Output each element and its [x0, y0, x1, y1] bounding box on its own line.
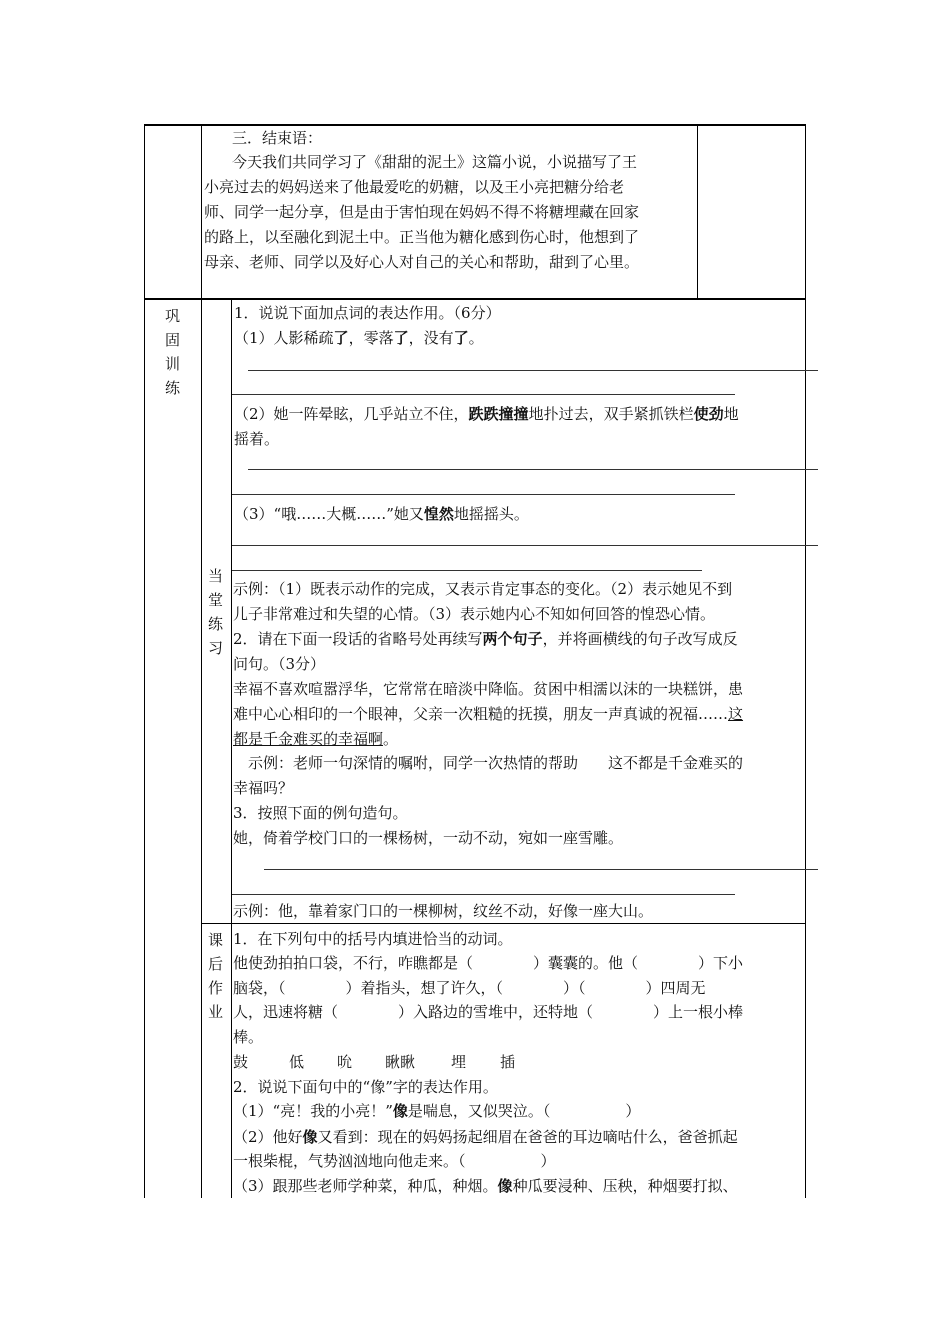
word-bank-item: 插 — [500, 1053, 516, 1071]
label-char: 训 — [165, 355, 181, 373]
passage-line-2 — [233, 704, 743, 724]
label-char: 习 — [208, 639, 224, 657]
dotted-word: 了 — [333, 329, 349, 347]
question-1-1 — [234, 328, 484, 348]
text: （2）她一阵晕眩，几乎站立不住， — [234, 405, 469, 423]
closing-line-2: 小亮过去的妈妈送来了他最爱吃的奶糖，以及王小亮把糖分给老 — [204, 178, 625, 196]
text: （1）“亮！我的小亮！” — [233, 1102, 393, 1120]
closing-heading: 三．结束语： — [232, 129, 323, 147]
word-bank-item: 埋 — [451, 1053, 467, 1071]
text: 。 — [468, 329, 484, 347]
text: 。 — [383, 730, 399, 748]
answer-line[interactable] — [232, 494, 735, 495]
homework-question-2: 2．说说下面句中的“像”字的表达作用。 — [233, 1078, 498, 1096]
bold-word: 像 — [497, 1177, 513, 1195]
label-char: 固 — [165, 331, 181, 349]
answer-3: 示例：他，靠着家门口的一棵柳树，纹丝不动，好像一座大山。 — [233, 902, 654, 920]
text: 是喘息，又似哭泣。（ ） — [407, 1102, 641, 1120]
bold-word: 像 — [392, 1102, 408, 1120]
word-bank-item: 瞅瞅 — [385, 1053, 416, 1071]
bold-phrase: 两个句子 — [482, 630, 543, 648]
answer-1-line-2: 儿子非常难过和失望的心情。（3）表示她内心不知如何回答的惶恐心情。 — [233, 605, 716, 623]
underlined-text: 这 — [728, 705, 744, 723]
answer-2-line-1: 示例：老师一句深情的嘱咐，同学一次热情的帮助 这不都是千金难买的 — [248, 754, 744, 772]
homework-passage-2: 脑袋，（ ）着指头，想了许久，（ ）（ ）四周无 — [233, 979, 706, 997]
col-border-left — [144, 124, 145, 1198]
underlined-text: 都是千金难买的幸福啊 — [233, 730, 384, 748]
label-char: 作 — [208, 979, 224, 997]
homework-sentence-1 — [233, 1101, 640, 1121]
word-bank-item: 吮 — [337, 1053, 353, 1071]
answer-line[interactable] — [248, 370, 818, 371]
dotted-word: 了 — [393, 329, 409, 347]
table-top-border — [144, 124, 806, 126]
homework-passage-3: 人，迅速将糖（ ）入路边的雪堆中，还特地（ ）上一根小棒 — [233, 1003, 744, 1021]
text: ，没有 — [408, 329, 454, 347]
label-char: 后 — [208, 955, 224, 973]
label-homework — [208, 928, 223, 1024]
col-divider-1 — [201, 124, 202, 1198]
label-char: 巩 — [165, 307, 181, 325]
answer-line[interactable] — [232, 394, 735, 395]
label-consolidate — [165, 304, 180, 400]
dotted-word: 了 — [453, 329, 469, 347]
label-char: 业 — [208, 1003, 224, 1021]
label-char: 课 — [208, 931, 224, 949]
answer-line[interactable] — [232, 894, 735, 895]
question-1-2-line2: 摇着。 — [234, 430, 280, 448]
bold-word: 像 — [302, 1128, 318, 1146]
label-char: 当 — [208, 567, 224, 585]
text: ，并将画横线的句子改写成反 — [542, 630, 738, 648]
homework-sentence-2-line2: 一根柴棍，气势汹汹地向他走来。（ ） — [233, 1152, 556, 1170]
dotted-word: 跌跌撞撞 — [468, 405, 529, 423]
label-char: 堂 — [208, 591, 224, 609]
col-border-right — [805, 124, 806, 1198]
closing-line-5: 母亲、老师、同学以及好心人对自己的关心和帮助，甜到了心里。 — [204, 253, 640, 271]
homework-sentence-3 — [233, 1176, 738, 1196]
text: ，零落 — [348, 329, 394, 347]
text: 地扑过去，双手紧抓铁栏 — [528, 405, 694, 423]
question-1-3 — [234, 504, 529, 524]
col-divider-2 — [231, 299, 232, 1198]
passage-line-3 — [233, 729, 398, 749]
text: 2．请在下面一段话的省略号处再续写 — [233, 630, 483, 648]
closing-line-3: 师、同学一起分享，但是由于害怕现在妈妈不得不将糖埋藏在回家 — [204, 203, 640, 221]
question-1: 1．说说下面加点词的表达作用。（6分） — [234, 304, 501, 322]
row-divider-1 — [144, 298, 806, 300]
homework-passage-4: 棒。 — [233, 1028, 264, 1046]
question-1-2 — [234, 404, 739, 424]
answer-1-line-1: 示例：（1）既表示动作的完成，又表示肯定事态的变化。（2）表示她见不到 — [233, 580, 733, 598]
homework-passage-1: 他使劲拍拍口袋，不行，咋瞧都是（ ）囊囊的。他（ ）下小 — [233, 954, 744, 972]
closing-line-4: 的路上，以至融化到泥土中。正当他为糖化感到伤心时，他想到了 — [204, 228, 640, 246]
question-3: 3．按照下面的例句造句。 — [233, 804, 408, 822]
text: （1）人影稀疏 — [234, 329, 334, 347]
text: 地摇摇头。 — [453, 505, 529, 523]
question-2 — [233, 629, 738, 649]
answer-line[interactable] — [232, 545, 818, 546]
answer-line[interactable] — [248, 469, 818, 470]
dotted-word: 使劲 — [693, 405, 724, 423]
text: 种瓜要浸种、压秧，种烟要打拟、 — [512, 1177, 738, 1195]
row-divider-2 — [201, 923, 806, 924]
text: 难中心心相印的一个眼神，父亲一次粗糙的抚摸，朋友一声真诚的祝福…… — [233, 705, 729, 723]
label-char: 练 — [165, 379, 181, 397]
col-divider-3 — [697, 124, 698, 299]
label-classwork — [208, 564, 223, 660]
word-bank-item: 鼓 — [233, 1053, 249, 1071]
word-bank-item: 低 — [289, 1053, 305, 1071]
closing-line-1: 今天我们共同学习了《甜甜的泥土》这篇小说，小说描写了王 — [232, 153, 638, 171]
text: （3）“哦……大概……”她又 — [234, 505, 424, 523]
text: （2）他好 — [233, 1128, 303, 1146]
text: 又看到：现在的妈妈扬起细眉在爸爸的耳边嘀咕什么，爸爸抓起 — [317, 1128, 738, 1146]
homework-question-1: 1．在下列句中的括号内填进恰当的动词。 — [233, 930, 513, 948]
homework-sentence-2 — [233, 1127, 738, 1147]
text: （3）跟那些老师学种菜，种瓜，种烟。 — [233, 1177, 498, 1195]
answer-2-line-2: 幸福吗？ — [233, 779, 294, 797]
question-3-example: 她，倚着学校门口的一棵杨树，一动不动，宛如一座雪雕。 — [233, 829, 624, 847]
passage-line-1: 幸福不喜欢喧嚣浮华，它常常在暗淡中降临。贫困中相濡以沫的一块糕饼，患 — [233, 680, 744, 698]
answer-line[interactable] — [264, 869, 818, 870]
question-2-line2: 问句。（3分） — [233, 655, 326, 673]
text: 地 — [723, 405, 739, 423]
answer-line[interactable] — [232, 570, 702, 571]
label-char: 练 — [208, 615, 224, 633]
dotted-word: 惶然 — [423, 505, 454, 523]
